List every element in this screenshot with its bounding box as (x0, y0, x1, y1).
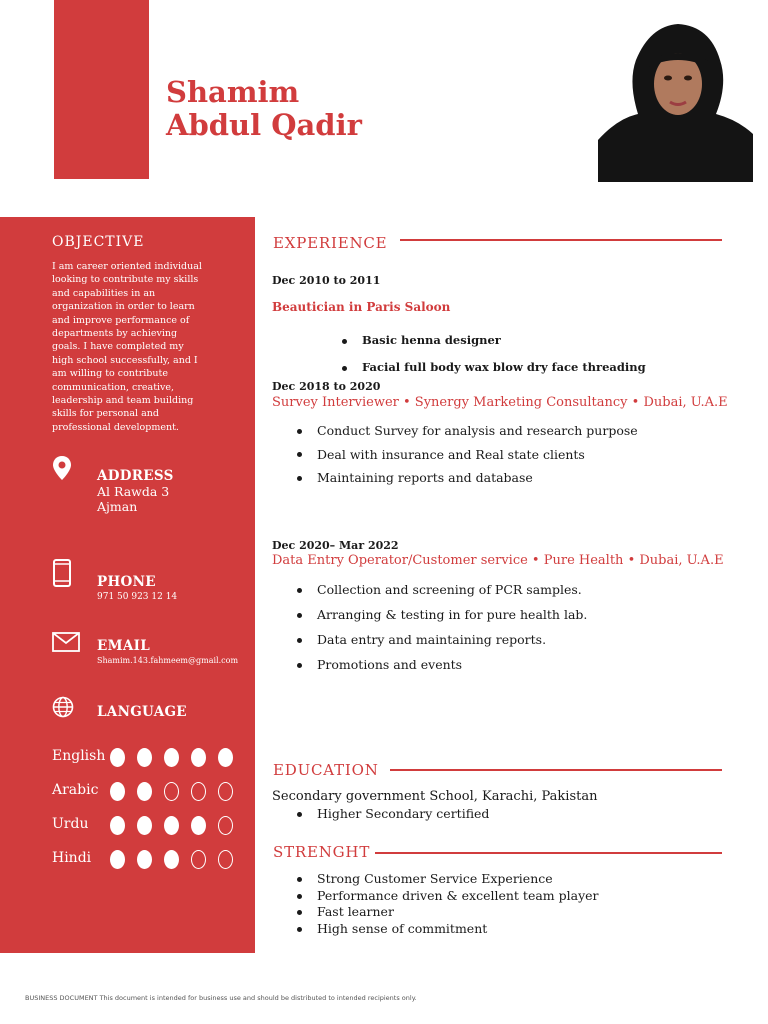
phone-label: PHONE (97, 574, 156, 590)
language-name: Arabic (52, 782, 99, 798)
education-divider (390, 769, 722, 771)
language-row (52, 780, 252, 804)
experience-heading: EXPERIENCE (273, 234, 388, 252)
list-item: Conduct Survey for analysis and research purpose (295, 419, 638, 443)
language-row (52, 746, 252, 770)
language-name: English (52, 748, 106, 764)
phone-icon (52, 559, 72, 591)
list-item: Deal with insurance and Real state clients (295, 443, 638, 467)
header-accent-block (54, 0, 149, 179)
language-rating-dot (218, 782, 233, 801)
address-label: ADDRESS (97, 468, 174, 484)
education-bullets (295, 805, 489, 822)
objective-heading: OBJECTIVE (52, 234, 145, 250)
list-item: Performance driven & excellent team player (295, 888, 599, 905)
email-label: EMAIL (97, 638, 151, 654)
language-rating-dot (164, 748, 179, 767)
first-name: Shamim (166, 75, 300, 109)
list-item: Data entry and maintaining reports. (295, 627, 587, 652)
language-rating-dot (137, 748, 152, 767)
list-item: Promotions and events (295, 652, 587, 677)
language-rating-dot (164, 816, 179, 835)
list-item: Higher Secondary certified (295, 805, 489, 822)
language-rating-dot (191, 782, 206, 801)
objective-text: I am career oriented individual looking to contribute my skills and capabilities in an organization in order to learn and improve performance of departments by achieving goals. I have completed my high school successfully, and I am willing to contribute communication, creative, leadership and team building skills for personal and professional development. (52, 261, 202, 433)
language-rating-dot (110, 816, 125, 835)
job-1-bullets (340, 327, 646, 381)
list-item: Facial full body wax blow dry face threading (340, 354, 646, 381)
list-item: Strong Customer Service Experience (295, 871, 599, 888)
language-rating-dot (110, 782, 125, 801)
education-school: Secondary government School, Karachi, Pakistan (272, 789, 598, 804)
language-rating-dot (137, 816, 152, 835)
list-item: Collection and screening of PCR samples. (295, 577, 587, 602)
language-rating-dot (137, 850, 152, 869)
experience-divider (400, 239, 722, 241)
location-pin-icon (52, 455, 72, 485)
profile-photo (598, 22, 753, 182)
job-2-role: Survey Interviewer • Synergy Marketing Consultancy • Dubai, U.A.E (272, 395, 728, 410)
phone-value[interactable]: 971 50 923 12 14 (97, 592, 178, 602)
list-item: Arranging & testing in for pure health lab. (295, 602, 587, 627)
language-rating-dot (164, 850, 179, 869)
candidate-name (166, 76, 362, 142)
job-3-role: Data Entry Operator/Customer service • Pure Health • Dubai, U.A.E (272, 553, 724, 568)
language-row (52, 848, 252, 872)
language-rating-dot (164, 782, 179, 801)
job-2-date: Dec 2018 to 2020 (272, 380, 381, 393)
language-row (52, 814, 252, 838)
language-heading: LANGUAGE (97, 704, 187, 720)
language-rating-dot (110, 850, 125, 869)
footer-note: BUSINESS DOCUMENT This document is intended for business use and should be distributed to intended recipients only. (25, 994, 417, 1002)
list-item: High sense of commitment (295, 921, 599, 938)
language-rating-dot (191, 850, 206, 869)
job-1-role: Beautician in Paris Saloon (272, 300, 451, 314)
job-2-bullets (295, 419, 638, 490)
language-rating-dot (191, 816, 206, 835)
language-rating-dot (191, 748, 206, 767)
globe-icon (52, 696, 74, 722)
email-icon (52, 632, 80, 656)
list-item: Fast learner (295, 904, 599, 921)
language-rating-dot (110, 748, 125, 767)
job-3-bullets (295, 577, 587, 677)
list-item: Basic henna designer (340, 327, 646, 354)
strength-heading: STRENGHT (273, 843, 371, 861)
address-line-2: Ajman (97, 499, 138, 514)
address-line-1: Al Rawda 3 (97, 484, 170, 499)
email-value[interactable]: Shamim.143.fahmeem@gmail.com (97, 656, 239, 665)
language-rating-dot (218, 748, 233, 767)
language-rating-dot (218, 816, 233, 835)
language-name: Hindi (52, 850, 92, 866)
strength-divider (375, 852, 722, 854)
last-name: Abdul Qadir (166, 108, 362, 142)
job-1-date: Dec 2010 to 2011 (272, 274, 381, 287)
strength-bullets (295, 871, 599, 937)
job-3-date: Dec 2020– Mar 2022 (272, 539, 399, 552)
list-item: Maintaining reports and database (295, 466, 638, 490)
education-heading: EDUCATION (273, 761, 379, 779)
language-rating-dot (137, 782, 152, 801)
language-name: Urdu (52, 816, 89, 832)
language-rating-dot (218, 850, 233, 869)
